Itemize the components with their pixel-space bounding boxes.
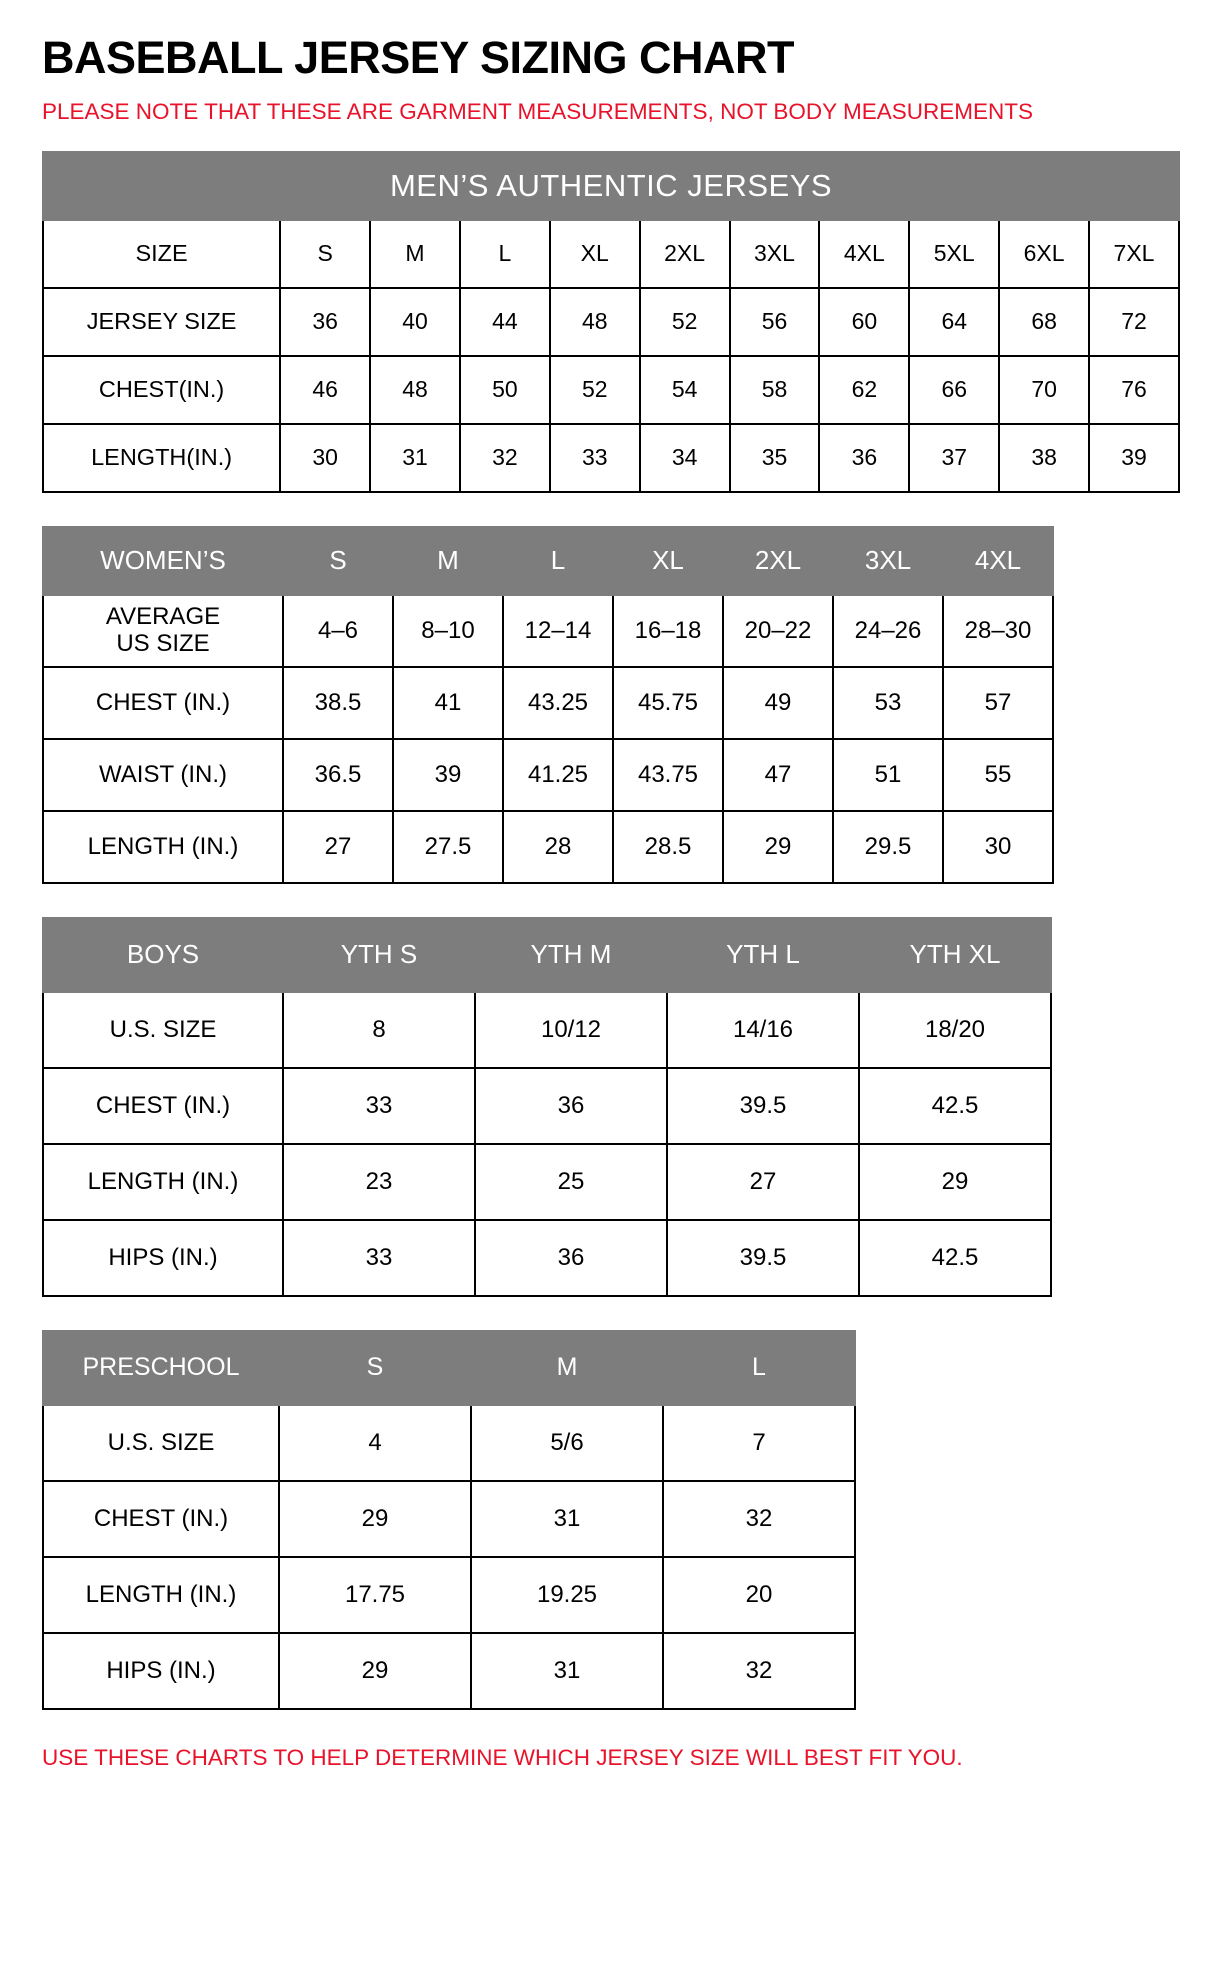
womens-value-cell: 47 [723, 739, 833, 811]
mens-value-cell: 52 [640, 288, 730, 356]
boys-value-cell: 23 [283, 1144, 475, 1220]
preschool-row-label: CHEST (IN.) [43, 1481, 279, 1557]
womens-value-cell: 20–22 [723, 595, 833, 667]
womens-value-cell: 4–6 [283, 595, 393, 667]
preschool-row-label: HIPS (IN.) [43, 1633, 279, 1709]
mens-value-cell: 37 [909, 424, 999, 492]
boys-size-header: YTH L [667, 918, 859, 992]
mens-value-cell: 38 [999, 424, 1089, 492]
preschool-header-label: PRESCHOOL [43, 1331, 279, 1405]
table-header-row [43, 918, 1051, 992]
table-banner-row [43, 152, 1179, 220]
table-row [43, 667, 1053, 739]
mens-size-cell: 4XL [819, 220, 909, 288]
mens-value-cell: 56 [730, 288, 820, 356]
boys-value-cell: 33 [283, 1220, 475, 1296]
boys-value-cell: 18/20 [859, 992, 1051, 1068]
boys-value-cell: 42.5 [859, 1068, 1051, 1144]
womens-value-cell: 29.5 [833, 811, 943, 883]
womens-value-cell: 28 [503, 811, 613, 883]
boys-value-cell: 36 [475, 1220, 667, 1296]
mens-value-cell: 48 [550, 288, 640, 356]
mens-value-cell: 36 [819, 424, 909, 492]
preschool-value-cell: 20 [663, 1557, 855, 1633]
mens-size-cell: 3XL [730, 220, 820, 288]
womens-row-label: WAIST (IN.) [43, 739, 283, 811]
mens-value-cell: 66 [909, 356, 999, 424]
womens-value-cell: 28.5 [613, 811, 723, 883]
mens-value-cell: 54 [640, 356, 730, 424]
mens-value-cell: 31 [370, 424, 460, 492]
mens-value-cell: 30 [280, 424, 370, 492]
preschool-value-cell: 29 [279, 1481, 471, 1557]
womens-row-label-line1: AVERAGE [105, 603, 221, 631]
womens-value-cell: 39 [393, 739, 503, 811]
mens-size-cell: S [280, 220, 370, 288]
table-row [43, 739, 1053, 811]
preschool-value-cell: 17.75 [279, 1557, 471, 1633]
womens-size-header: 3XL [833, 527, 943, 595]
mens-value-cell: 34 [640, 424, 730, 492]
table-row [43, 288, 1179, 356]
womens-size-header: L [503, 527, 613, 595]
womens-value-cell: 53 [833, 667, 943, 739]
table-header-row [43, 1331, 855, 1405]
mens-value-cell: 48 [370, 356, 460, 424]
womens-size-header: M [393, 527, 503, 595]
preschool-value-cell: 29 [279, 1633, 471, 1709]
boys-value-cell: 36 [475, 1068, 667, 1144]
preschool-value-cell: 5/6 [471, 1405, 663, 1481]
mens-value-cell: 35 [730, 424, 820, 492]
mens-banner: MEN’S AUTHENTIC JERSEYS [43, 152, 1179, 220]
womens-row-label-line2: US SIZE [116, 629, 210, 657]
womens-value-cell: 28–30 [943, 595, 1053, 667]
womens-value-cell: 27 [283, 811, 393, 883]
womens-size-header: 2XL [723, 527, 833, 595]
table-row [43, 595, 1053, 667]
womens-value-cell: 16–18 [613, 595, 723, 667]
womens-header-label: WOMEN’S [43, 527, 283, 595]
womens-value-cell: 29 [723, 811, 833, 883]
boys-size-header: YTH M [475, 918, 667, 992]
table-row [43, 1144, 1051, 1220]
preschool-value-cell: 31 [471, 1481, 663, 1557]
womens-row-label [43, 595, 283, 667]
womens-value-cell: 24–26 [833, 595, 943, 667]
mens-value-cell: 46 [280, 356, 370, 424]
preschool-value-cell: 31 [471, 1633, 663, 1709]
mens-size-label: SIZE [43, 220, 280, 288]
womens-value-cell: 45.75 [613, 667, 723, 739]
boys-value-cell: 39.5 [667, 1068, 859, 1144]
preschool-sizing-table [42, 1330, 856, 1710]
womens-value-cell: 49 [723, 667, 833, 739]
womens-value-cell: 51 [833, 739, 943, 811]
womens-value-cell: 36.5 [283, 739, 393, 811]
table-row [43, 424, 1179, 492]
mens-size-cell: 7XL [1089, 220, 1179, 288]
womens-value-cell: 41.25 [503, 739, 613, 811]
boys-value-cell: 29 [859, 1144, 1051, 1220]
preschool-value-cell: 32 [663, 1481, 855, 1557]
mens-value-cell: 52 [550, 356, 640, 424]
preschool-row-label: LENGTH (IN.) [43, 1557, 279, 1633]
mens-value-cell: 40 [370, 288, 460, 356]
table-row [43, 356, 1179, 424]
mens-value-cell: 62 [819, 356, 909, 424]
mens-size-cell: 5XL [909, 220, 999, 288]
womens-value-cell: 55 [943, 739, 1053, 811]
preschool-row-label: U.S. SIZE [43, 1405, 279, 1481]
preschool-size-header: S [279, 1331, 471, 1405]
mens-value-cell: 76 [1089, 356, 1179, 424]
womens-value-cell: 41 [393, 667, 503, 739]
womens-sizing-table [42, 526, 1054, 884]
table-row [43, 1481, 855, 1557]
womens-value-cell: 12–14 [503, 595, 613, 667]
mens-value-cell: 58 [730, 356, 820, 424]
mens-value-cell: 39 [1089, 424, 1179, 492]
womens-value-cell: 8–10 [393, 595, 503, 667]
womens-value-cell: 27.5 [393, 811, 503, 883]
boys-value-cell: 14/16 [667, 992, 859, 1068]
table-row [43, 220, 1179, 288]
boys-value-cell: 42.5 [859, 1220, 1051, 1296]
mens-size-cell: M [370, 220, 460, 288]
womens-value-cell: 43.25 [503, 667, 613, 739]
mens-size-cell: XL [550, 220, 640, 288]
mens-row-label: JERSEY SIZE [43, 288, 280, 356]
preschool-size-header: L [663, 1331, 855, 1405]
table-row [43, 992, 1051, 1068]
womens-size-header: 4XL [943, 527, 1053, 595]
page-title: BASEBALL JERSEY SIZING CHART [42, 32, 794, 83]
table-row [43, 1633, 855, 1709]
mens-size-cell: L [460, 220, 550, 288]
mens-value-cell: 64 [909, 288, 999, 356]
boys-row-label: U.S. SIZE [43, 992, 283, 1068]
mens-row-label: CHEST(IN.) [43, 356, 280, 424]
womens-value-cell: 43.75 [613, 739, 723, 811]
womens-row-label: LENGTH (IN.) [43, 811, 283, 883]
boys-size-header: YTH XL [859, 918, 1051, 992]
preschool-value-cell: 32 [663, 1633, 855, 1709]
womens-size-header: XL [613, 527, 723, 595]
boys-row-label: CHEST (IN.) [43, 1068, 283, 1144]
boys-header-label: BOYS [43, 918, 283, 992]
womens-row-label: CHEST (IN.) [43, 667, 283, 739]
mens-size-cell: 2XL [640, 220, 730, 288]
boys-value-cell: 8 [283, 992, 475, 1068]
mens-value-cell: 70 [999, 356, 1089, 424]
table-row [43, 1557, 855, 1633]
womens-value-cell: 30 [943, 811, 1053, 883]
boys-value-cell: 10/12 [475, 992, 667, 1068]
mens-size-cell: 6XL [999, 220, 1089, 288]
garment-measurement-note: PLEASE NOTE THAT THESE ARE GARMENT MEASUREMENTS, NOT BODY MEASUREMENTS [42, 99, 1034, 125]
mens-value-cell: 50 [460, 356, 550, 424]
table-row [43, 1220, 1051, 1296]
table-row [43, 1405, 855, 1481]
boys-value-cell: 27 [667, 1144, 859, 1220]
boys-size-header: YTH S [283, 918, 475, 992]
mens-value-cell: 60 [819, 288, 909, 356]
mens-sizing-table [42, 151, 1180, 493]
table-header-row [43, 527, 1053, 595]
boys-sizing-table [42, 917, 1052, 1297]
table-row [43, 811, 1053, 883]
boys-value-cell: 33 [283, 1068, 475, 1144]
table-row [43, 1068, 1051, 1144]
mens-value-cell: 36 [280, 288, 370, 356]
preschool-value-cell: 7 [663, 1405, 855, 1481]
preschool-size-header: M [471, 1331, 663, 1405]
mens-value-cell: 72 [1089, 288, 1179, 356]
womens-value-cell: 38.5 [283, 667, 393, 739]
boys-row-label: LENGTH (IN.) [43, 1144, 283, 1220]
mens-value-cell: 33 [550, 424, 640, 492]
womens-value-cell: 57 [943, 667, 1053, 739]
womens-size-header: S [283, 527, 393, 595]
boys-value-cell: 39.5 [667, 1220, 859, 1296]
preschool-value-cell: 19.25 [471, 1557, 663, 1633]
preschool-value-cell: 4 [279, 1405, 471, 1481]
mens-value-cell: 32 [460, 424, 550, 492]
boys-row-label: HIPS (IN.) [43, 1220, 283, 1296]
mens-value-cell: 68 [999, 288, 1089, 356]
mens-row-label: LENGTH(IN.) [43, 424, 280, 492]
boys-value-cell: 25 [475, 1144, 667, 1220]
mens-value-cell: 44 [460, 288, 550, 356]
footer-note: USE THESE CHARTS TO HELP DETERMINE WHICH JERSEY SIZE WILL BEST FIT YOU. [42, 1744, 963, 1770]
